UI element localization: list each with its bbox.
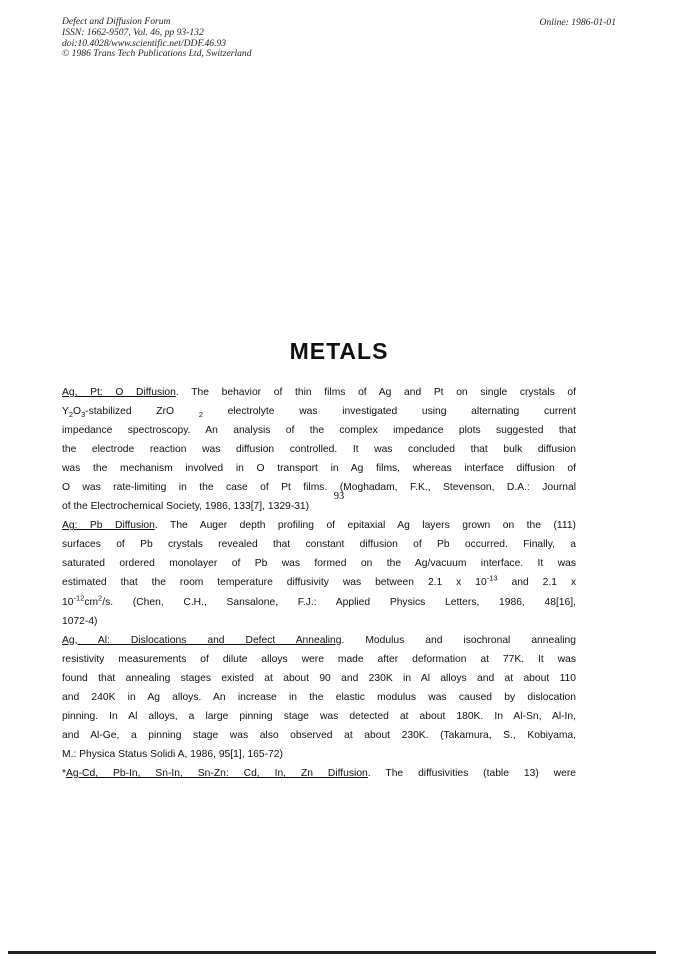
entry-1-line-2: $Y_2O_3$-stabilized ZrO $_2$ electrolyte was investigated using alternating current	[62, 406, 577, 420]
issn-line: ISSN: 1662-9507, Vol. 46, pp 93-132	[62, 26, 204, 38]
entry-1-line-1: Ag, Pt: O Diffusion. The behavior of thin films of Ag and Pt on single crystals of	[62, 387, 576, 398]
entry-2-line-5: $10^{-12}cm^2/s$. (Chen, C.H., Sansalone, F.J.: Applied Physics Letters, 1986, 48[16],	[62, 593, 576, 608]
entry-3-line-2: resistivity measurements of dilute alloys were made after deformation at 77K. It was	[62, 653, 576, 665]
entry-3-heading: Ag, Al: Dislocations and Defect Annealing	[62, 634, 342, 646]
entry-3-line-4: and 240K in Ag alloys. An increase in the elastic modulus was caused by dislocation	[62, 691, 576, 703]
entry-3-line-6: and Al-Ge, a pinning stage was also observed at about 230K. (Takamura, S., Kobiyama,	[62, 729, 576, 741]
entry-1-line-4: the electrode reaction was diffusion controlled. It was concluded that bulk diffusion	[62, 444, 576, 456]
entry-4-line-1: *Ag-Cd, Pb-In, Sn-In, Sn-Zn: Cd, In, Zn Diffusion. The diffusivities (table 13) were	[62, 767, 577, 779]
entry-2-line-3: saturated ordered monolayer of Pb was formed on the Ag/vacuum interface. It was	[62, 558, 576, 570]
entry-3-line-5: pinning. In Al alloys, a large pinning stage was detected at about 180K. In Al-Sn, Al-In,	[62, 710, 576, 722]
page-number: 93	[333, 491, 345, 502]
online-date: Online: 1986-01-01	[539, 17, 616, 28]
entry-4-heading: Ag-Cd, Pb-In, Sn-In, Sn-Zn: Cd, In, Zn Diffusion	[66, 767, 368, 779]
entry-2-line-6: 1072-4)	[62, 615, 98, 627]
entry-1-line-7: of the Electrochemical Society, 1986, 133[7], 1329-31)	[62, 501, 310, 513]
entry-2-line-4: estimated that the room temperature diffusivity was between 2.1 x $10^{-13}$ and 2.1 x	[62, 574, 576, 589]
entry-3-line-1: Ag, Al: Dislocations and Defect Annealing. Modulus and isochronal annealing	[62, 634, 576, 646]
page-title: METALS	[289, 338, 389, 364]
entry-3-line-7: M.: Physica Status Solidi A, 1986, 95[1], 165-72)	[62, 748, 283, 760]
journal-name: Defect and Diffusion Forum	[62, 16, 171, 27]
entry-2-heading: Ag: Pb Diffusion	[62, 520, 155, 532]
entry-3-line-3: found that annealing stages existed at about 90 and 230K in Al alloys and at about 110	[62, 672, 576, 684]
entry-2-line-1: Ag: Pb Diffusion. The Auger depth profiling of epitaxial Ag layers grown on the (111)	[62, 520, 576, 532]
entry-1-line-3: impedance spectroscopy. An analysis of the complex impedance plots suggested that	[62, 425, 576, 437]
entry-2-line-2: surfaces of Pb crystals revealed that constant diffusion of Pb occurred. Finally, a	[62, 539, 576, 551]
copyright-line: © 1986 Trans Tech Publications Ltd, Switzerland	[62, 48, 252, 60]
doi-line: doi:10.4028/www.scientific.net/DDF.46.93	[62, 37, 227, 49]
entry-1-line-5: was the mechanism involved in O transport in Ag films, whereas interface diffusion of	[62, 463, 576, 475]
entry-4-star: *	[62, 767, 67, 779]
article-body	[62, 383, 576, 783]
entry-1-heading: Ag, Pt: O Diffusion	[62, 387, 176, 398]
page-bottom-rule	[8, 951, 656, 954]
entry-1-line-6: O was rate-limiting in the case of Pt films. (Moghadam, F.K., Stevenson, D.A.: Journal	[62, 482, 576, 494]
journal-header	[62, 17, 252, 60]
